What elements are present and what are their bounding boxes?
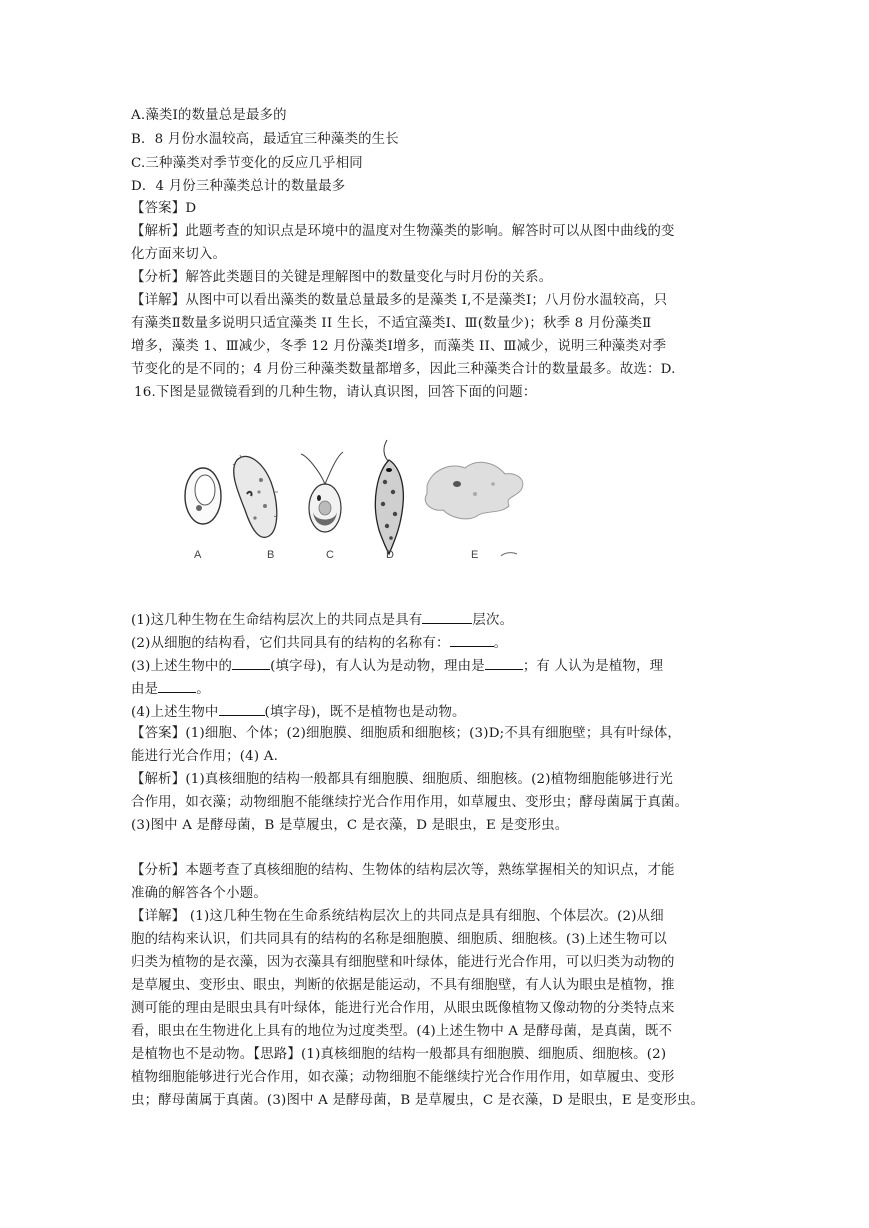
- figure-label-b: B: [267, 549, 275, 561]
- q16-detail-line: 归类为植物的是衣藻，因为衣藻具有细胞壁和叶绿体，能进行光合作用，可以归类为动物的: [131, 955, 675, 970]
- q15-option-b: B．8 月份水温较高，最适宜三种藻类的生长: [131, 132, 399, 147]
- q16-analysis-line: 准确的解答各个小题。: [131, 886, 267, 901]
- q15-option-d: D．4 月份三种藻类总计的数量最多: [131, 179, 346, 194]
- organism-e-amoeba-illustration: [425, 462, 523, 519]
- q16-answer-line: 能进行光合作用；(4) A.: [131, 749, 279, 764]
- q16-detail-line: 看，眼虫在生物进化上具有的地位为过度类型。(4)上述生物中 A 是酵母菌，是真菌，既不: [131, 1024, 673, 1039]
- q15-explain-line: 化方面来切入。: [131, 247, 227, 262]
- figure-label-c: C: [326, 549, 334, 561]
- q16-explain-line: 合作用，如衣藻；动物细胞不能继续拧光合作用作用，如草履虫、变形虫；酵母菌属于真菌。: [131, 795, 689, 810]
- q15-answer: 【答案】D: [131, 201, 197, 216]
- q15-option-c: C.三种藻类对季节变化的反应几乎相同: [131, 156, 363, 171]
- q16-detail-line: 植物细胞能够进行光合作用，如衣藻；动物细胞不能继续拧光合作用作用，如草履虫、变形: [131, 1070, 675, 1085]
- q15-option-a: A.藻类Ⅰ的数量总是最多的: [131, 108, 287, 123]
- q16-blank-3a[interactable]: [232, 656, 270, 670]
- q16-detail-line: 是植物也不是动物。【思路】(1)真核细胞的结构一般都具有细胞膜、细胞质、细胞核。(2): [131, 1047, 667, 1062]
- figure-label-e: E: [471, 549, 479, 561]
- q16-question-3-cont: 由是 。: [131, 679, 739, 698]
- organism-b-paramecium-illustration: [233, 455, 278, 537]
- q16-stem: 16.下图是显微镜看到的几种生物，请认真识图，回答下面的问题：: [134, 385, 537, 400]
- q16-question-3: (3)上述生物中的 (填字母)，有人认为是动物，理由是 ；有 人认为是植物，理: [131, 656, 739, 675]
- q15-detail-line: 增多，藻类 1、Ⅲ减少，冬季 12 月份藻类Ⅰ增多，而藻类 II、Ⅲ减少，说明三种藻类对季: [131, 339, 667, 354]
- q15-detail-line: 【详解】从图中可以看出藻类的数量总量最多的是藻类 I,不是藻类Ⅰ；八月份水温较高，只: [131, 293, 668, 308]
- organism-c-chlamydomonas-illustration: [301, 452, 343, 532]
- q16-detail-line: 胞的结构来认识，们共同具有的结构的名称是细胞膜、细胞质、细胞核。(3)上述生物可以: [131, 932, 668, 947]
- q16-detail-line: 是草履虫、变形虫、眼虫，判断的依据是能运动，不具有细胞壁，有人认为眼虫是植物，推: [131, 978, 675, 993]
- q15-detail-line: 节变化的是不同的；4 月份三种藻类数量都增多，因此三种藻类合计的数量最多。故选：D.: [131, 362, 676, 377]
- q15-detail-line: 有藻类Ⅱ数量多说明只适宜藻类 II 生长，不适宜藻类Ⅰ、Ⅲ(数量少)；秋季 8 月份藻类Ⅱ: [131, 316, 652, 331]
- q16-detail-line: 虫；酵母菌属于真菌。(3)图中 A 是酵母菌，B 是草履虫，C 是衣藻，D 是眼虫，E 是变形虫。: [131, 1093, 705, 1108]
- q16-blank-3c[interactable]: [158, 679, 196, 693]
- figure-mark: [501, 553, 517, 556]
- microscope-organisms-figure: [175, 432, 535, 567]
- q16-explain-line: 【解析】(1)真核细胞的结构一般都具有细胞膜、细胞质、细胞核。(2)植物细胞能够进行光: [131, 772, 673, 787]
- organism-a-yeast-illustration: [185, 468, 221, 524]
- figure-label-a: A: [194, 549, 202, 561]
- q16-explain-line: (3)图中 A 是酵母菌，B 是草履虫，C 是衣藻，D 是眼虫，E 是变形虫。: [131, 818, 569, 833]
- organism-d-euglena-illustration: [375, 440, 403, 554]
- figure-label-d: D: [386, 549, 394, 561]
- q16-blank-2[interactable]: [450, 633, 494, 647]
- q16-detail-line: 【详解】 (1)这几种生物在生命系统结构层次上的共同点是具有细胞、个体层次。(2)从细: [131, 909, 664, 924]
- q16-question-1: (1)这几种生物在生命结构层次上的共同点是具有 层次。: [131, 610, 739, 629]
- q16-analysis-line: 【分析】本题考查了真核细胞的结构、生物体的结构层次等，熟练掌握相关的知识点，才能: [131, 863, 675, 878]
- q16-question-2: (2)从细胞的结构看，它们共同具有的结构的名称有： 。: [131, 633, 739, 652]
- q15-explain-line: 【解析】此题考查的知识点是环境中的温度对生物藻类的影响。解答时可以从图中曲线的变: [131, 224, 675, 239]
- q16-answer-line: 【答案】(1)细胞、个体；(2)细胞膜、细胞质和细胞核；(3)D;不具有细胞壁；具有叶绿体，: [131, 726, 682, 741]
- q16-question-4: (4)上述生物中 (填字母)，既不是植物也是动物。: [131, 702, 739, 721]
- q16-blank-3b[interactable]: [485, 656, 523, 670]
- q15-analysis: 【分析】解答此类题目的关键是理解图中的数量变化与时月份的关系。: [131, 270, 553, 285]
- q16-blank-4[interactable]: [219, 702, 265, 716]
- q16-blank-1[interactable]: [422, 610, 472, 624]
- q16-detail-line: 测可能的理由是眼虫具有叶绿体，能进行光合作用，从眼虫既像植物又像动物的分类特点来: [131, 1001, 675, 1016]
